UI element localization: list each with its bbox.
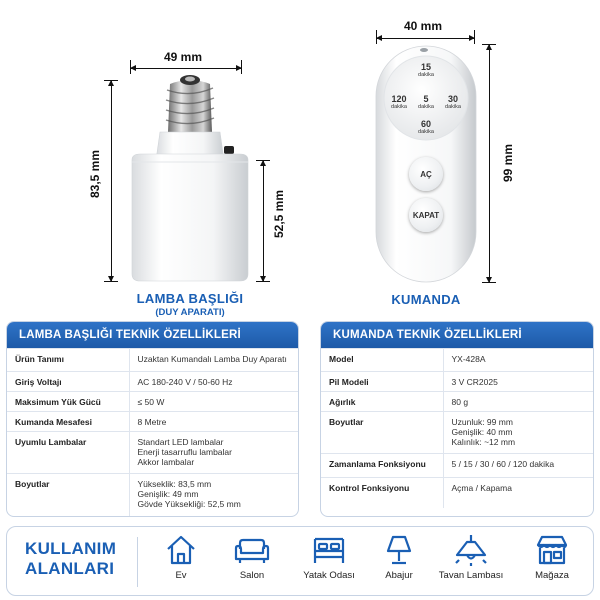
spec-value-line: YX-428A bbox=[451, 354, 486, 364]
sofa-icon bbox=[232, 533, 272, 567]
spec-value bbox=[129, 432, 298, 474]
usage-item-table-lamp bbox=[359, 533, 439, 581]
spec-key: Pil Modeli bbox=[321, 372, 443, 392]
spec-value-line: 5 / 15 / 30 / 60 / 120 dakika bbox=[451, 459, 555, 469]
socket-width-arrow bbox=[131, 68, 241, 69]
socket-caption bbox=[100, 291, 280, 318]
timer-number: 30 bbox=[447, 94, 458, 104]
socket-width-label: 49 mm bbox=[164, 50, 203, 64]
socket-body-height-label: 52,5 mm bbox=[272, 190, 286, 239]
house-icon bbox=[164, 533, 198, 567]
socket-height-label: 83,5 mm bbox=[88, 150, 102, 199]
spec-row bbox=[321, 392, 593, 412]
usage-item-living-room bbox=[212, 533, 292, 581]
spec-value-line: Gövde Yüksekliği: 52,5 mm bbox=[137, 499, 241, 509]
usage-item-home bbox=[141, 533, 221, 581]
timer-unit: dakika bbox=[418, 72, 434, 78]
remote-height-arrow bbox=[489, 45, 490, 282]
spec-value-line: Genişlik: 49 mm bbox=[137, 489, 199, 499]
remote-width-arrow bbox=[377, 38, 474, 39]
socket-spec-title: LAMBA BAŞLIĞI TEKNİK ÖZELLİKLERİ bbox=[7, 322, 298, 348]
usage-label: Salon bbox=[239, 570, 265, 581]
spec-value-line: AC 180-240 V / 50-60 Hz bbox=[137, 377, 233, 387]
spec-value-line: 8 Metre bbox=[137, 417, 167, 427]
socket-spec-table bbox=[7, 348, 298, 517]
usage-title-line1: KULLANIM bbox=[25, 539, 117, 558]
spec-value-line: Açma / Kapama bbox=[451, 483, 512, 493]
spec-value bbox=[443, 412, 593, 454]
usage-title-line2: ALANLARI bbox=[25, 559, 115, 578]
remote-title: KUMANDA bbox=[391, 292, 461, 307]
timer-number: 120 bbox=[391, 94, 407, 104]
ceiling-lamp-icon bbox=[451, 533, 491, 567]
usage-label: Abajur bbox=[385, 570, 413, 581]
spec-value-line: Genişlik: 40 mm bbox=[451, 427, 513, 437]
remote-spec-title: KUMANDA TEKNİK ÖZELLİKLERİ bbox=[321, 322, 593, 348]
usage-label: Mağaza bbox=[535, 570, 569, 581]
usage-title bbox=[25, 539, 116, 579]
spec-key: Zamanlama Fonksiyonu bbox=[321, 454, 443, 478]
spec-value-line: ≤ 50 W bbox=[137, 397, 165, 407]
on-button[interactable]: AÇ bbox=[409, 157, 443, 191]
spec-row bbox=[321, 372, 593, 392]
spec-value bbox=[129, 474, 298, 518]
spec-value bbox=[129, 349, 298, 372]
socket-subtitle: (DUY APARATI) bbox=[155, 307, 225, 318]
spec-key: Kontrol Fonksiyonu bbox=[321, 478, 443, 508]
timer-number: 5 bbox=[423, 94, 429, 104]
store-icon bbox=[534, 533, 570, 567]
socket-body-height-arrow bbox=[263, 161, 264, 281]
spec-key: Giriş Voltajı bbox=[7, 372, 129, 392]
timer-15-button[interactable] bbox=[414, 62, 438, 79]
spec-key: Uyumlu Lambalar bbox=[7, 432, 129, 474]
spec-value bbox=[443, 392, 593, 412]
spec-row bbox=[321, 412, 593, 454]
usage-label: Ev bbox=[175, 570, 187, 581]
remote-width-label: 40 mm bbox=[404, 19, 443, 33]
spec-value bbox=[443, 478, 593, 508]
spec-value bbox=[443, 372, 593, 392]
bed-icon bbox=[309, 533, 349, 567]
spec-value-line: Uzunluk: 99 mm bbox=[451, 417, 513, 427]
timer-60-button[interactable] bbox=[414, 119, 438, 136]
usage-item-store bbox=[512, 533, 592, 581]
spec-row bbox=[321, 478, 593, 508]
spec-row bbox=[7, 372, 298, 392]
remote-spec-panel bbox=[320, 321, 594, 517]
spec-key: Boyutlar bbox=[321, 412, 443, 454]
spec-row bbox=[7, 432, 298, 474]
spec-value-line: 3 V CR2025 bbox=[451, 377, 498, 387]
spec-key: Ağırlık bbox=[321, 392, 443, 412]
socket-title: LAMBA BAŞLIĞI bbox=[136, 291, 244, 306]
spec-value bbox=[129, 372, 298, 392]
lamp-socket-image bbox=[120, 70, 260, 285]
spec-row bbox=[7, 349, 298, 372]
spec-row bbox=[321, 454, 593, 478]
spec-row bbox=[7, 392, 298, 412]
timer-number: 15 bbox=[420, 62, 431, 72]
spec-value-line: Kalınlık: ~12 mm bbox=[451, 437, 516, 447]
socket-spec-panel bbox=[6, 321, 299, 517]
spec-value-line: Akkor lambalar bbox=[137, 457, 195, 467]
spec-row bbox=[321, 349, 593, 372]
spec-value-line: Enerji tasarruflu lambalar bbox=[137, 447, 232, 457]
usage-label: Yatak Odası bbox=[303, 570, 355, 581]
divider bbox=[137, 537, 138, 587]
timer-5-button[interactable] bbox=[414, 94, 438, 111]
table-lamp-icon bbox=[382, 533, 416, 567]
timer-unit: dakika bbox=[391, 104, 407, 110]
timer-30-button[interactable] bbox=[441, 94, 465, 111]
timer-unit: dakika bbox=[445, 104, 461, 110]
timer-120-button[interactable] bbox=[386, 94, 412, 111]
spec-key: Maksimum Yük Gücü bbox=[7, 392, 129, 412]
spec-value bbox=[443, 454, 593, 478]
spec-value-line: Yükseklik: 83,5 mm bbox=[137, 479, 212, 489]
spec-value-line: 80 g bbox=[451, 397, 469, 407]
spec-key: Kumanda Mesafesi bbox=[7, 412, 129, 432]
remote-caption bbox=[356, 292, 496, 307]
off-button[interactable]: KAPAT bbox=[409, 198, 443, 232]
spec-value-line: Standart LED lambalar bbox=[137, 437, 224, 447]
usage-item-ceiling-lamp bbox=[431, 533, 511, 581]
timer-unit: dakika bbox=[418, 129, 434, 135]
timer-unit: dakika bbox=[418, 104, 434, 110]
spec-value bbox=[129, 392, 298, 412]
spec-value bbox=[129, 412, 298, 432]
spec-row bbox=[7, 474, 298, 518]
remote-height-label: 99 mm bbox=[501, 144, 515, 183]
usage-label: Tavan Lambası bbox=[438, 570, 504, 581]
spec-key: Boyutlar bbox=[7, 474, 129, 518]
spec-key: Ürün Tanımı bbox=[7, 349, 129, 372]
socket-height-arrow bbox=[111, 81, 112, 281]
usage-areas bbox=[6, 526, 594, 596]
spec-row bbox=[7, 412, 298, 432]
remote-spec-table bbox=[321, 348, 593, 508]
usage-item-bedroom bbox=[289, 533, 369, 581]
timer-number: 60 bbox=[420, 119, 431, 129]
spec-value bbox=[443, 349, 593, 372]
spec-value-line: Uzaktan Kumandalı Lamba Duy Aparatı bbox=[137, 354, 287, 364]
spec-key: Model bbox=[321, 349, 443, 372]
